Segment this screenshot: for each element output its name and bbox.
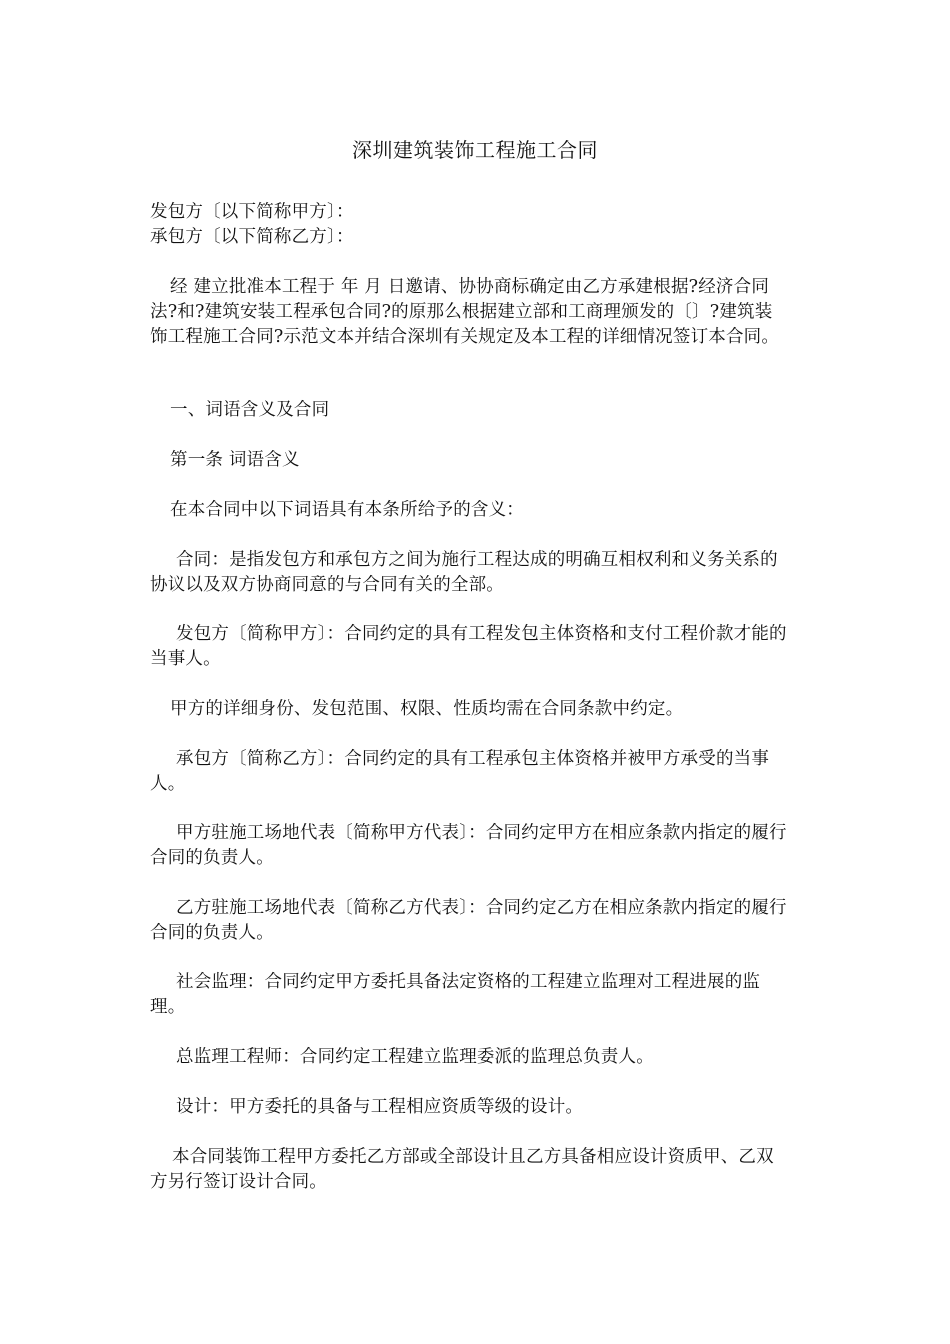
party-a-line: 发包方〔以下简称甲方〕： (150, 202, 354, 222)
party-b-line: 承包方〔以下简称乙方〕： (150, 227, 354, 247)
section-heading: 一、词语含义及合同 (170, 400, 330, 420)
preamble-paragraph: 经 建立批准本工程于 年 月 日邀请、协协商标确定由乙方承建根据?经济合同法?和?建筑安装工程承包合同?的原那么根据建立部和工商理颁发的〔〕?建筑装饰工程施工合同?示范文本并结合深圳有关规定及本工程的详细情况签订本合同。 (150, 277, 780, 347)
definition-paragraph: 设计：甲方委托的具备与工程相应资质等级的设计。 (176, 1097, 584, 1117)
definition-paragraph: 承包方〔简称乙方〕：合同约定的具有工程承包主体资格并被甲方承受的当事人。 (150, 749, 770, 794)
document-title: 深圳建筑装饰工程施工合同 (352, 138, 598, 162)
definition-paragraph: 甲方的详细身份、发包范围、权限、性质均需在合同条款中约定。 (170, 699, 684, 719)
definition-paragraph: 本合同装饰工程甲方委托乙方部或全部设计且乙方具备相应设计资质甲、乙双方另行签订设计合同。 (150, 1147, 774, 1192)
definition-paragraph: 合同：是指发包方和承包方之间为施行工程达成的明确互相权利和义务关系的协议以及双方协商同意的与合同有关的全部。 (150, 550, 778, 595)
article-heading: 第一条 词语含义 (170, 450, 300, 470)
definition-paragraph: 发包方〔简称甲方〕：合同约定的具有工程发包主体资格和支付工程价款才能的当事人。 (150, 624, 787, 669)
definition-paragraph: 社会监理：合同约定甲方委托具备法定资格的工程建立监理对工程进展的监理。 (150, 972, 761, 1017)
definition-paragraph: 甲方驻施工场地代表〔简称甲方代表〕：合同约定甲方在相应条款内指定的履行合同的负责人。 (150, 823, 787, 868)
definition-paragraph: 乙方驻施工场地代表〔简称乙方代表〕：合同约定乙方在相应条款内指定的履行合同的负责人。 (150, 898, 787, 943)
article-intro: 在本合同中以下词语具有本条所给予的含义： (170, 500, 524, 520)
definition-paragraph: 总监理工程师：合同约定工程建立监理委派的监理总负责人。 (176, 1047, 654, 1067)
